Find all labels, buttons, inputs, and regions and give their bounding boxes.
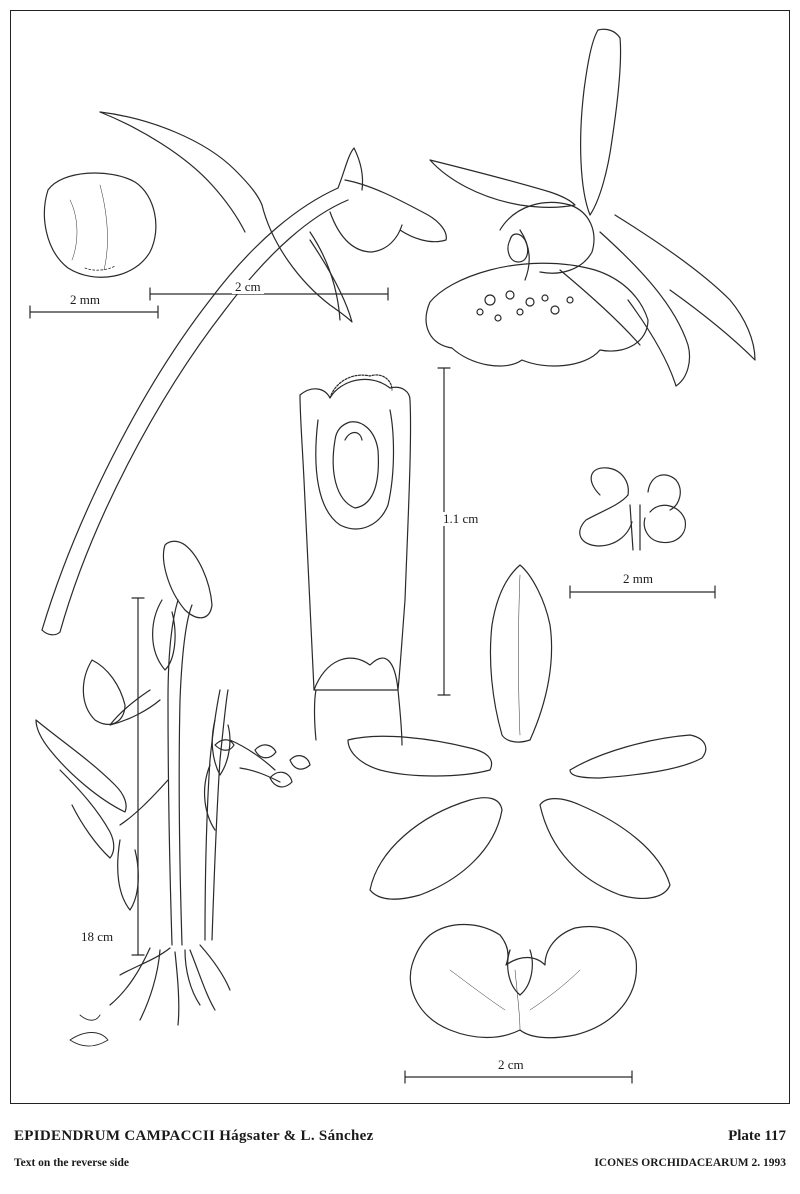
- scale-bar-anther: [570, 586, 715, 598]
- pollinarium-drawing: [44, 173, 155, 277]
- scale-label-anther: 2 mm: [620, 572, 656, 586]
- publication-source: ICONES ORCHIDACEARUM 2. 1993: [594, 1157, 786, 1169]
- scale-bar-column: [438, 368, 450, 695]
- dissected-perianth-drawing: [348, 565, 706, 1038]
- plate-number: Plate 117: [728, 1128, 786, 1144]
- scale-label-dissected: 2 cm: [495, 1058, 527, 1072]
- reverse-side-note: Text on the reverse side: [14, 1157, 129, 1169]
- scale-label-flower-side: 2 cm: [232, 280, 264, 294]
- flower-front-view-drawing: [426, 29, 755, 386]
- scale-label-column: 1.1 cm: [440, 512, 481, 526]
- scale-bar-flower-side: [150, 288, 388, 300]
- scale-bar-dissected: [405, 1071, 632, 1083]
- plant-habit-drawing: [36, 541, 310, 1046]
- flower-side-view-drawing: [42, 112, 446, 635]
- column-drawing: [300, 375, 411, 745]
- scale-label-plant: 18 cm: [78, 930, 116, 944]
- anther-drawing: [580, 468, 686, 550]
- scale-label-pollinarium: 2 mm: [67, 293, 103, 307]
- caption-title: [14, 1128, 374, 1145]
- species-authors: Hágsater & L. Sánchez: [219, 1128, 374, 1144]
- scale-bar-pollinarium: [30, 306, 158, 318]
- species-name: EPIDENDRUM CAMPACCII: [14, 1128, 216, 1144]
